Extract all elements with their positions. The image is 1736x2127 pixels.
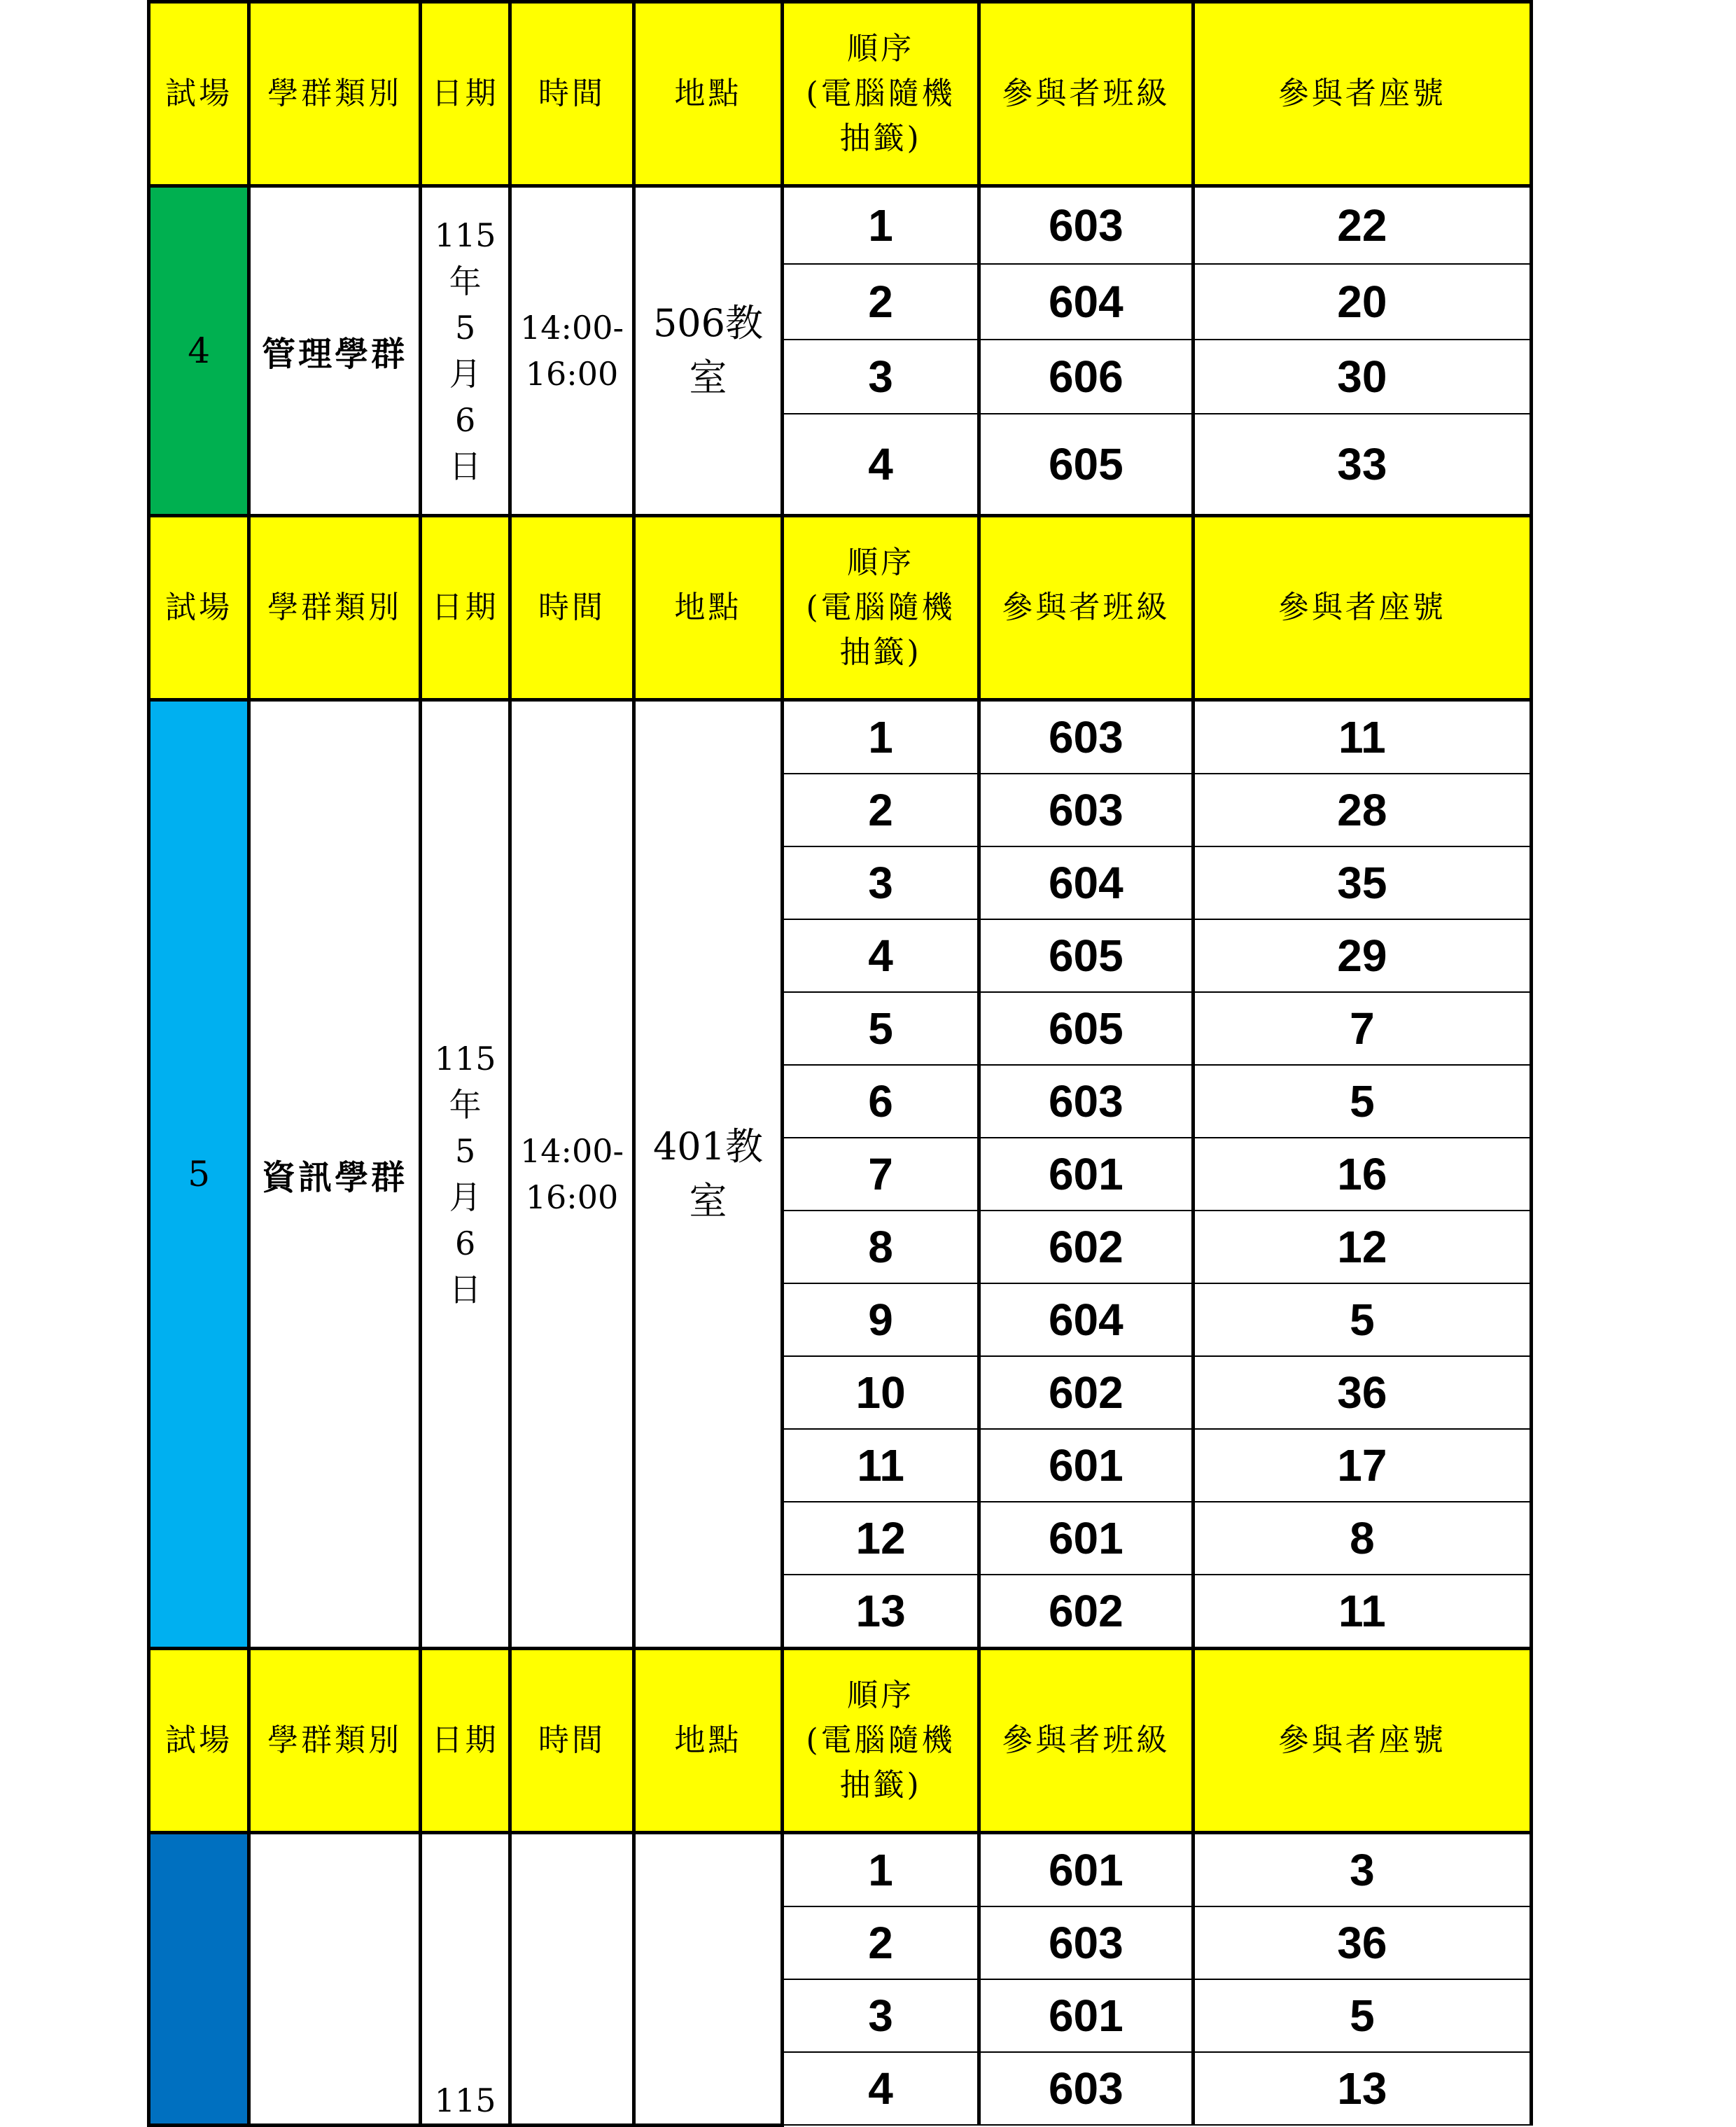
header-group: 學群類別 [249,516,421,700]
date-char: 115 [434,1040,496,1078]
time-cell [510,1833,634,2126]
cell-seat: 3 [1193,1833,1531,1907]
cell-order: 8 [783,1211,979,1283]
cell-seat: 35 [1193,846,1531,919]
cell-seat: 11 [1193,700,1531,774]
header-venue: 試場 [149,1649,249,1833]
cell-seat: 7 [1193,992,1531,1065]
header-venue: 試場 [149,516,249,700]
cell-class: 606 [979,340,1193,414]
cell-order: 3 [783,1979,979,2052]
header-venue: 試場 [149,2,249,186]
time-cell [510,186,634,516]
cell-order: 13 [783,1575,979,1649]
header-order-line: 抽籤) [839,120,922,156]
cell-class: 603 [979,774,1193,846]
date-char: 日 [449,447,482,485]
cell-order: 3 [783,846,979,919]
header-row [149,1649,1532,1833]
header-order-line: 順序 [847,31,915,67]
cell-order: 4 [783,2052,979,2125]
group-cell: 管理學群 [249,186,421,516]
header-place: 地點 [634,1649,783,1833]
cell-class: 605 [979,992,1193,1065]
date-char: 6 [454,1225,476,1262]
cell-order: 1 [783,1833,979,1907]
cell-order: 7 [783,1138,979,1211]
cell-class: 604 [979,1283,1193,1356]
venue-cell: 4 [149,186,249,516]
date-char: 6 [454,401,476,439]
cell-seat: 16 [1193,1138,1531,1211]
group-cell: 資訊學群 [249,700,421,1649]
cell-order: 3 [783,340,979,414]
header-order-line: 抽籤) [839,1767,922,1803]
cell-order: 11 [783,1429,979,1502]
cell-class: 603 [979,186,1193,265]
cell-seat: 5 [1193,1979,1531,2052]
header-class: 參與者班級 [979,2,1193,186]
header-time: 時間 [510,1649,634,1833]
header-order-line: (電腦隨機 [806,590,955,625]
header-date: 日期 [420,2,510,186]
header-order-line: (電腦隨機 [806,76,955,111]
cell-order: 2 [783,264,979,340]
table-row [149,1833,1532,1907]
cell-seat: 36 [1193,1906,1531,1979]
header-order [783,516,979,700]
cell-seat: 13 [1193,2052,1531,2125]
header-seat: 參與者座號 [1193,2,1531,186]
cell-class: 604 [979,846,1193,919]
header-class: 參與者班級 [979,1649,1193,1833]
cell-seat: 8 [1193,1502,1531,1575]
date-char: 月 [449,1178,482,1216]
cell-class: 601 [979,1833,1193,1907]
cell-seat: 33 [1193,414,1531,516]
date-cell [420,186,510,516]
date-cell [420,700,510,1649]
header-place: 地點 [634,2,783,186]
cell-class: 603 [979,2052,1193,2125]
header-place: 地點 [634,516,783,700]
header-class: 參與者班級 [979,516,1193,700]
venue-cell: 5 [149,700,249,1649]
header-order-line: 抽籤) [839,634,922,670]
cell-seat: 17 [1193,1429,1531,1502]
cell-class: 605 [979,414,1193,516]
header-order-line: 順序 [847,1678,915,1713]
date-char: 5 [454,309,476,347]
cell-order: 2 [783,774,979,846]
cell-seat: 12 [1193,1211,1531,1283]
cell-class: 601 [979,1138,1193,1211]
cell-order: 4 [783,919,979,992]
header-date: 日期 [420,1649,510,1833]
cell-seat: 29 [1193,919,1531,992]
venue-cell [149,1833,249,2126]
header-order-line: (電腦隨機 [806,1722,955,1758]
date-char: 5 [454,1132,476,1170]
time-end: 16:00 [525,355,619,393]
cell-class: 605 [979,919,1193,992]
cell-order: 10 [783,1356,979,1429]
date-char: 日 [449,1271,482,1309]
table-row [149,700,1532,774]
header-row [149,516,1532,700]
table-row [149,186,1532,265]
cell-order: 12 [783,1502,979,1575]
group-cell [249,1833,421,2126]
date-char: 年 [449,263,482,300]
header-row [149,2,1532,186]
header-time: 時間 [510,2,634,186]
cell-class: 602 [979,1211,1193,1283]
place-line: 401教 [652,1124,764,1169]
date-char: 月 [449,355,482,393]
place-line: 室 [689,356,727,400]
place-cell [634,700,783,1649]
place-line: 室 [689,1179,727,1223]
header-date: 日期 [420,516,510,700]
date-cell [420,1833,510,2126]
header-order [783,2,979,186]
time-start: 14:00- [519,309,624,347]
cell-order: 6 [783,1065,979,1138]
cell-seat: 5 [1193,1065,1531,1138]
cell-seat: 30 [1193,340,1531,414]
cell-seat: 22 [1193,186,1531,265]
cell-class: 603 [979,1906,1193,1979]
place-cell [634,1833,783,2126]
header-group: 學群類別 [249,2,421,186]
cell-order: 2 [783,1906,979,1979]
header-order [783,1649,979,1833]
cell-class: 604 [979,264,1193,340]
cell-class: 601 [979,1502,1193,1575]
place-line: 506教 [652,301,764,345]
exam-schedule-table [147,0,1533,2127]
date-char: 115 [434,216,496,254]
cell-order: 9 [783,1283,979,1356]
time-start: 14:00- [519,1132,624,1170]
cell-seat: 36 [1193,1356,1531,1429]
cell-order: 1 [783,700,979,774]
cell-order: 5 [783,992,979,1065]
cell-class: 602 [979,1575,1193,1649]
cell-class: 601 [979,1429,1193,1502]
place-cell [634,186,783,516]
header-group: 學群類別 [249,1649,421,1833]
cell-class: 603 [979,700,1193,774]
cell-class: 601 [979,1979,1193,2052]
date-char: 115 [434,2081,496,2119]
time-cell [510,700,634,1649]
header-order-line: 順序 [847,545,915,580]
cell-seat: 5 [1193,1283,1531,1356]
time-end: 16:00 [525,1178,619,1216]
cell-order: 1 [783,186,979,265]
cell-seat: 28 [1193,774,1531,846]
header-seat: 參與者座號 [1193,1649,1531,1833]
header-seat: 參與者座號 [1193,516,1531,700]
cell-seat: 20 [1193,264,1531,340]
date-char: 年 [449,1086,482,1124]
cell-class: 603 [979,1065,1193,1138]
header-time: 時間 [510,516,634,700]
cell-order: 4 [783,414,979,516]
cell-class: 602 [979,1356,1193,1429]
cell-seat: 11 [1193,1575,1531,1649]
